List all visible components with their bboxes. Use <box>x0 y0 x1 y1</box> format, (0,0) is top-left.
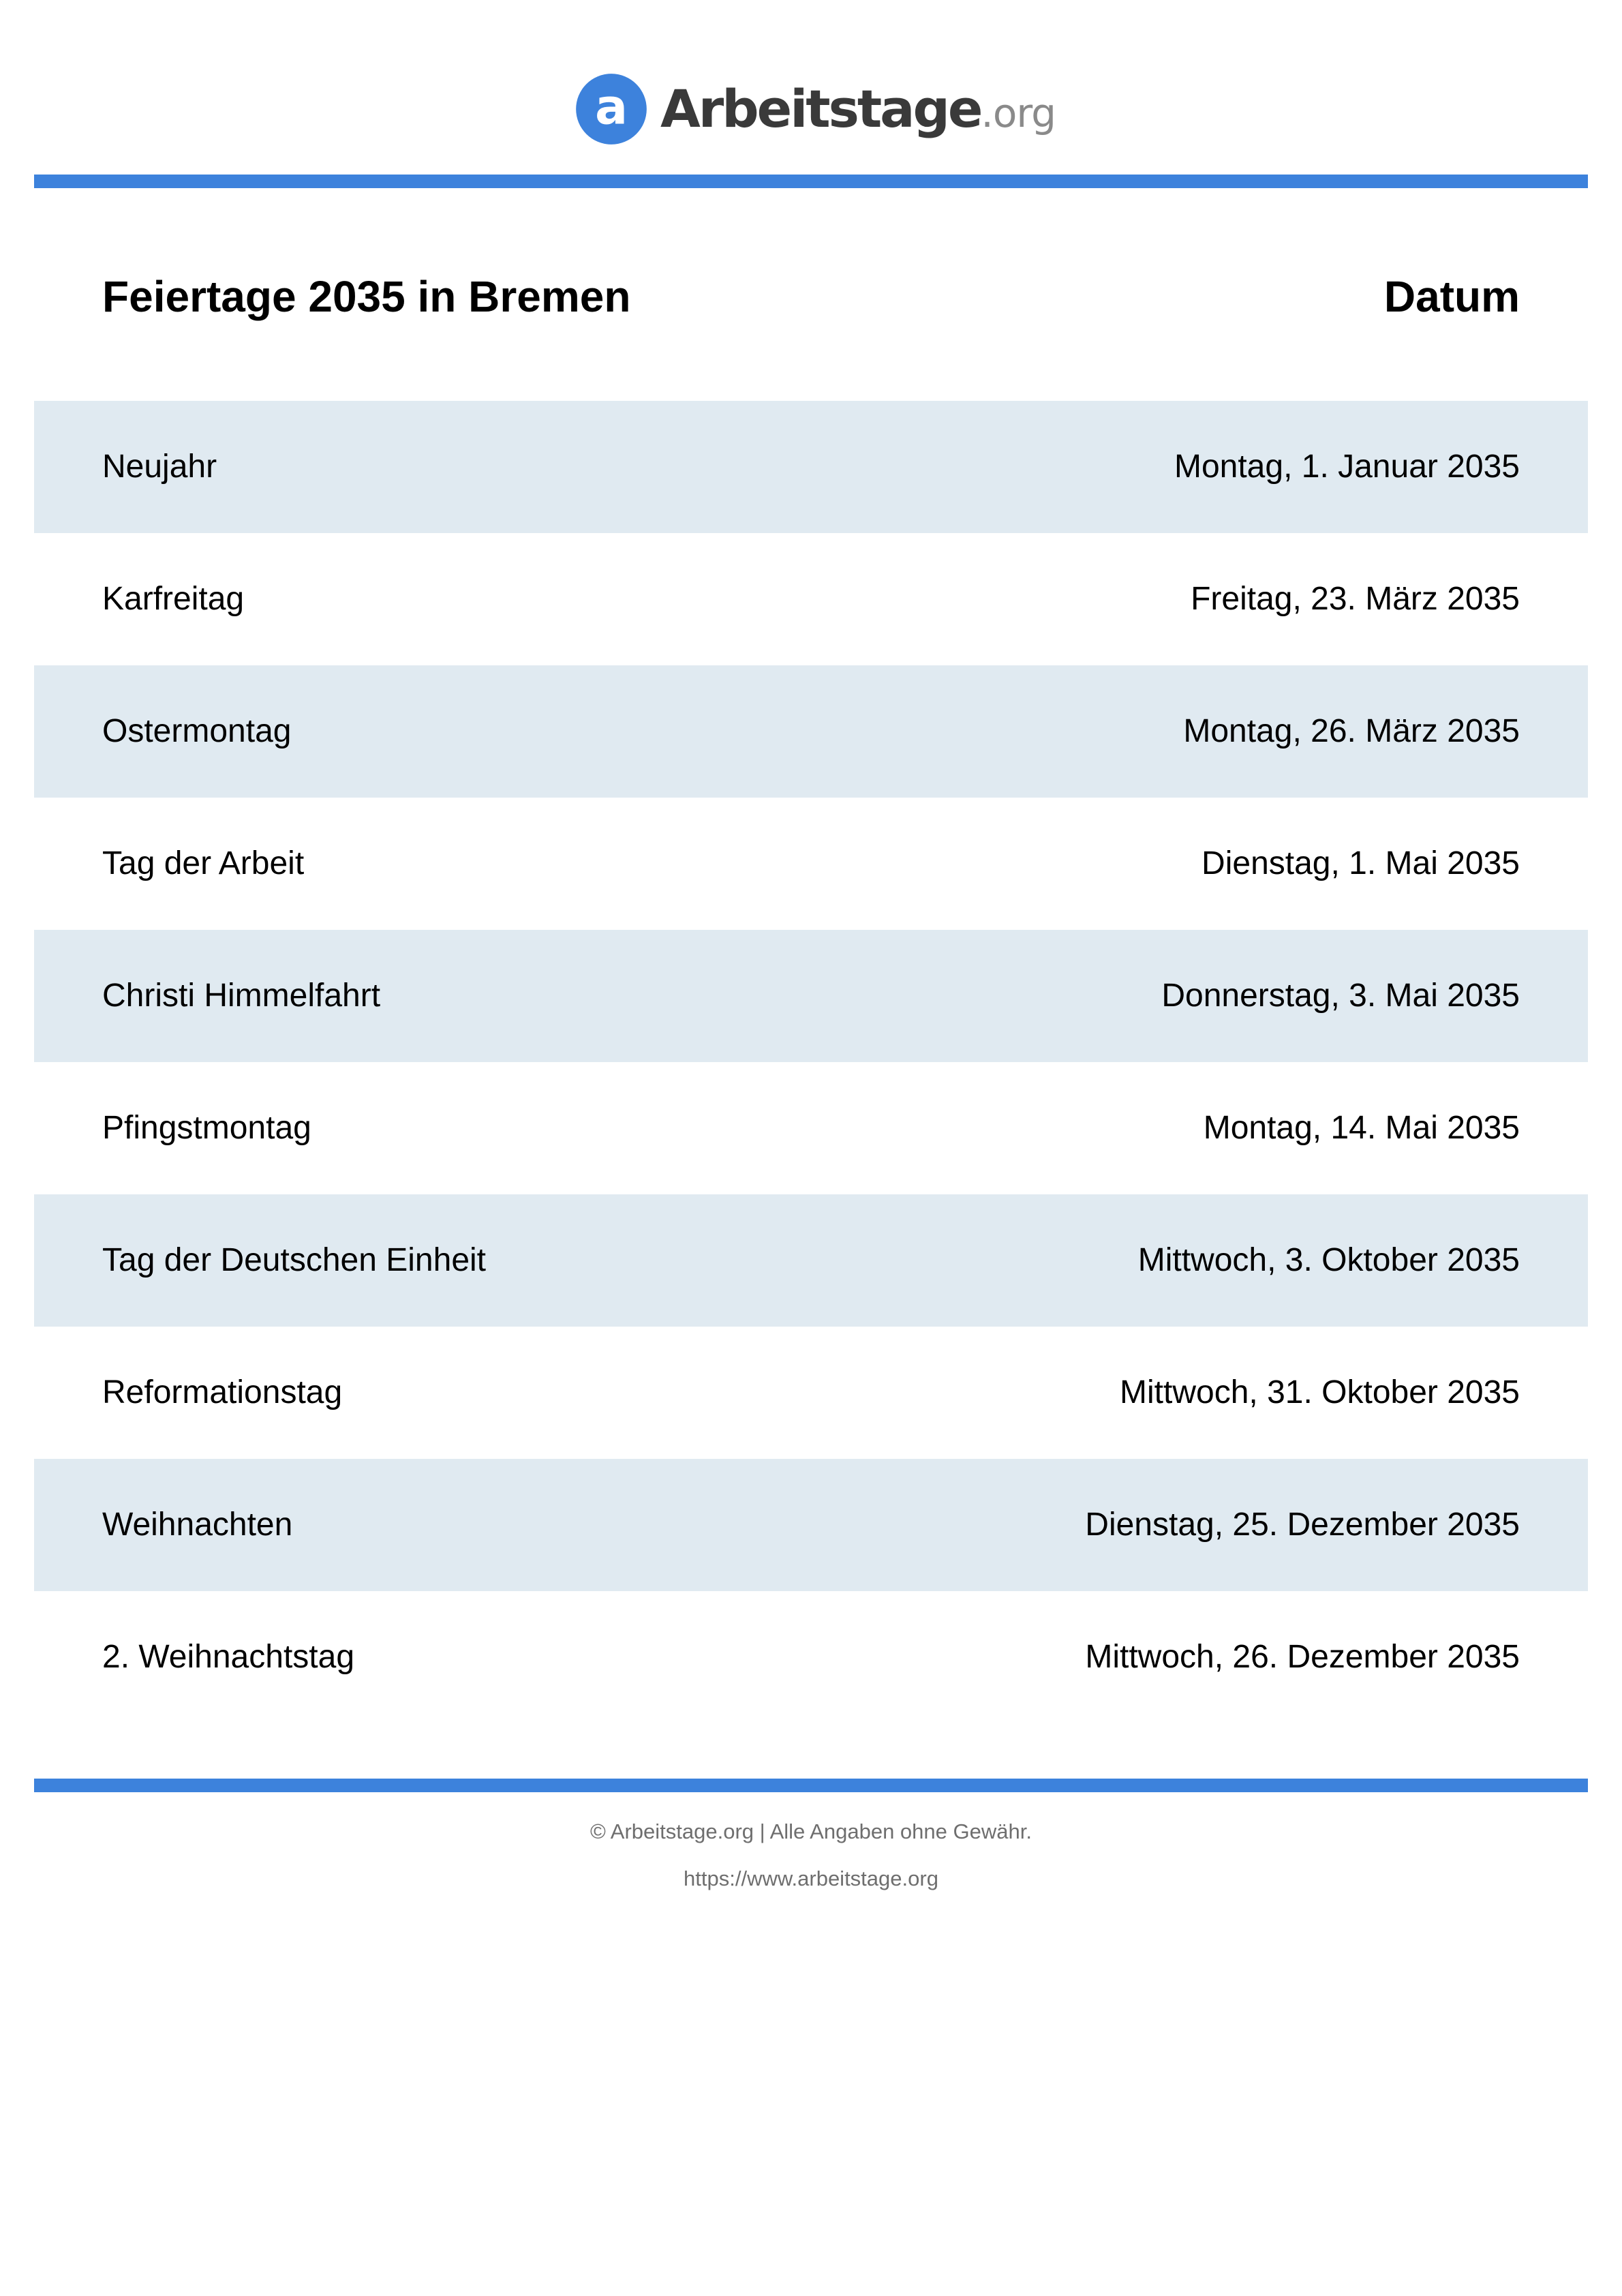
table-title: Feiertage 2035 in Bremen <box>102 272 631 321</box>
holiday-name: Christi Himmelfahrt <box>102 978 381 1014</box>
holiday-name: Tag der Deutschen Einheit <box>102 1242 487 1278</box>
table-row <box>34 401 1588 533</box>
date-column-header: Datum <box>1383 272 1520 321</box>
holiday-name: 2. Weihnachtstag <box>102 1639 355 1675</box>
table-row <box>34 798 1588 930</box>
table-row <box>34 1062 1588 1194</box>
site-logo[interactable] <box>0 68 1622 150</box>
table-header <box>34 252 1588 341</box>
svg-text:a: a <box>594 78 628 136</box>
holiday-date: Dienstag, 1. Mai 2035 <box>1202 845 1520 881</box>
table-row <box>34 1591 1588 1723</box>
holiday-name: Tag der Arbeit <box>102 845 305 881</box>
holiday-date: Montag, 14. Mai 2035 <box>1203 1110 1520 1146</box>
holiday-table <box>34 401 1588 1723</box>
bottom-divider <box>34 1779 1588 1792</box>
holiday-date: Dienstag, 25. Dezember 2035 <box>1085 1507 1520 1543</box>
holiday-date: Mittwoch, 3. Oktober 2035 <box>1137 1242 1520 1278</box>
holiday-date: Montag, 26. März 2035 <box>1183 713 1520 749</box>
table-row <box>34 930 1588 1062</box>
holiday-date: Mittwoch, 26. Dezember 2035 <box>1085 1639 1520 1675</box>
table-row <box>34 533 1588 665</box>
holiday-name: Reformationstag <box>102 1374 343 1410</box>
holiday-name: Weihnachten <box>102 1507 293 1543</box>
holiday-name: Ostermontag <box>102 713 292 749</box>
table-row <box>34 1194 1588 1327</box>
holiday-date: Mittwoch, 31. Oktober 2035 <box>1120 1374 1520 1410</box>
holiday-date: Donnerstag, 3. Mai 2035 <box>1161 978 1520 1014</box>
at-sign-icon <box>575 72 648 146</box>
holiday-name: Karfreitag <box>102 581 245 617</box>
holiday-name: Pfingstmontag <box>102 1110 311 1146</box>
holiday-date: Montag, 1. Januar 2035 <box>1174 449 1520 485</box>
footer-copyright: © Arbeitstage.org | Alle Angaben ohne Gewähr. <box>590 1819 1032 1843</box>
table-row <box>34 1327 1588 1459</box>
table-row <box>34 1459 1588 1591</box>
logo-name: Arbeitstage <box>660 78 981 139</box>
logo-wordmark <box>660 78 1056 139</box>
footer-url-link[interactable]: https://www.arbeitstage.org <box>684 1867 938 1890</box>
holiday-name: Neujahr <box>102 449 217 485</box>
logo-tld: .org <box>981 90 1056 136</box>
holiday-date: Freitag, 23. März 2035 <box>1191 581 1520 617</box>
table-row <box>34 665 1588 798</box>
top-divider <box>34 175 1588 188</box>
